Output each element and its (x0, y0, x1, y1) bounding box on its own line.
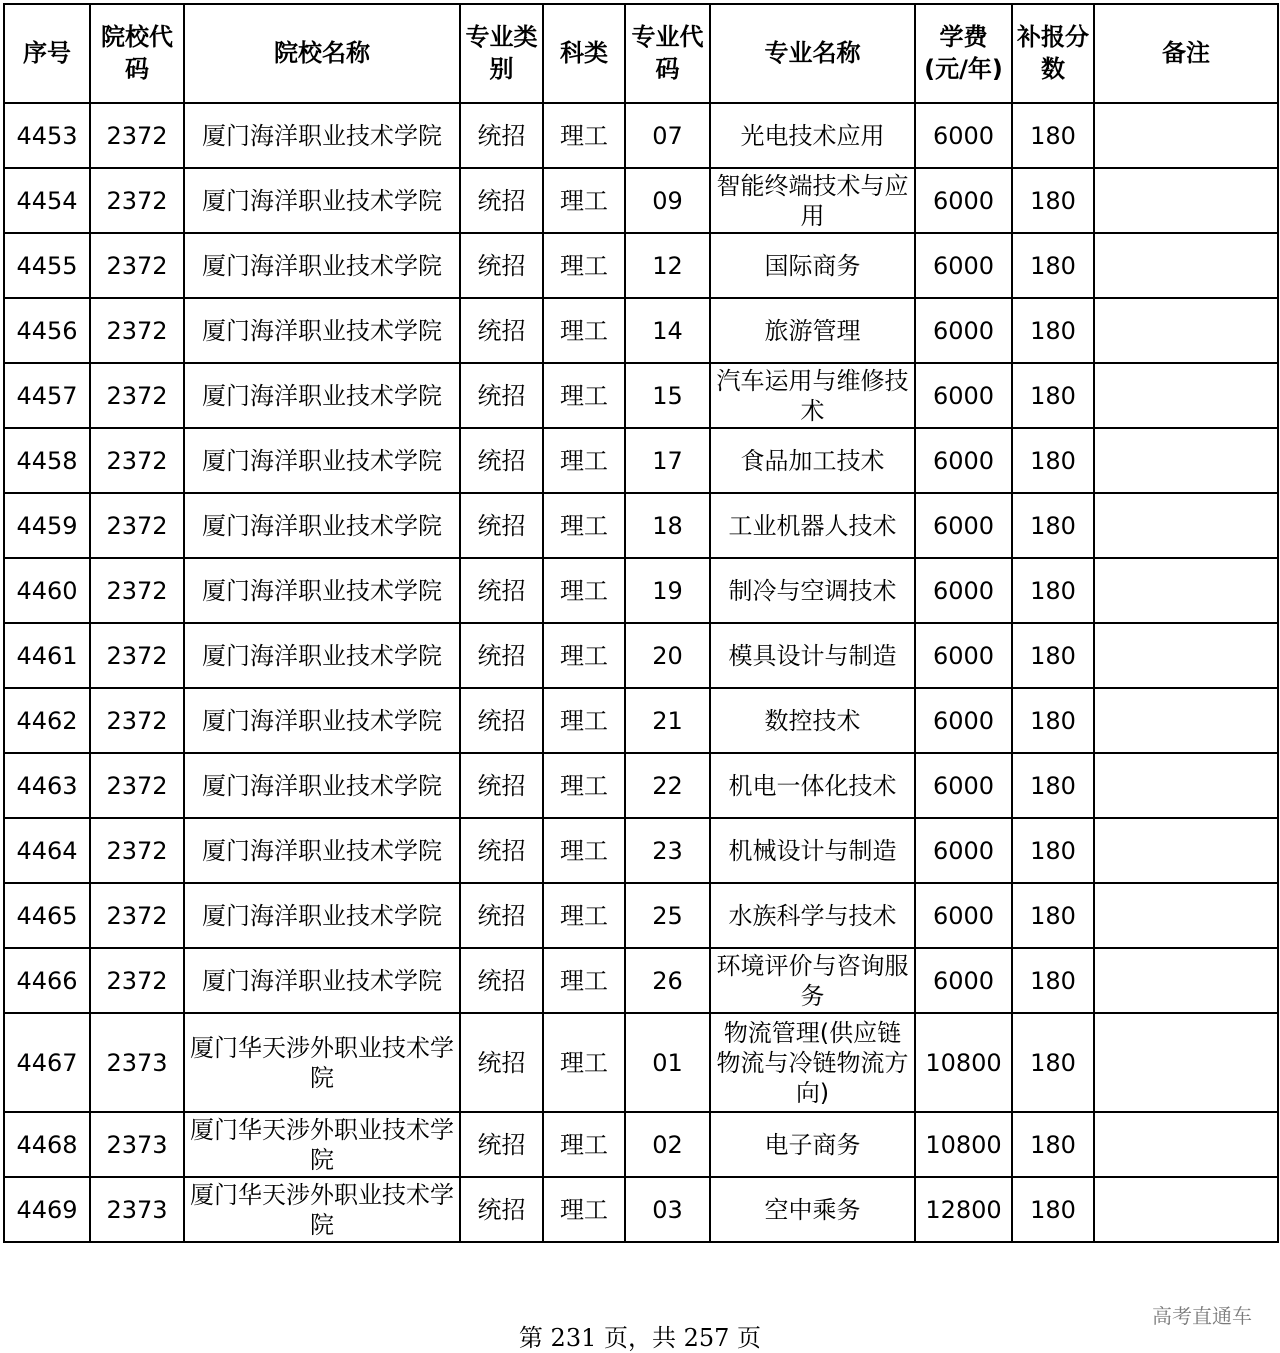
cell-subject: 理工 (543, 428, 625, 493)
cell-category: 统招 (460, 948, 543, 1013)
cell-major-code: 02 (625, 1112, 710, 1177)
table-row (4, 1013, 1278, 1112)
cell-major-name: 物流管理(供应链物流与冷链物流方向) (710, 1013, 915, 1112)
cell-school-name: 厦门海洋职业技术学院 (184, 168, 460, 233)
cell-remark (1094, 1177, 1278, 1242)
cell-tuition: 6000 (915, 168, 1012, 233)
cell-major-name: 汽车运用与维修技术 (710, 363, 915, 428)
cell-tuition: 6000 (915, 818, 1012, 883)
cell-school-code: 2372 (90, 818, 184, 883)
cell-major-name: 制冷与空调技术 (710, 558, 915, 623)
cell-category: 统招 (460, 558, 543, 623)
cell-seq: 4453 (4, 103, 90, 168)
cell-major-code: 18 (625, 493, 710, 558)
cell-category: 统招 (460, 363, 543, 428)
cell-school-name: 厦门海洋职业技术学院 (184, 428, 460, 493)
header-category: 专业类别 (460, 4, 543, 103)
table-row (4, 298, 1278, 363)
cell-remark (1094, 428, 1278, 493)
cell-score: 180 (1012, 233, 1094, 298)
table-row (4, 623, 1278, 688)
cell-category: 统招 (460, 428, 543, 493)
watermark: 高考直通车 (1152, 1304, 1252, 1328)
cell-seq: 4464 (4, 818, 90, 883)
cell-school-code: 2373 (90, 1013, 184, 1112)
cell-school-name: 厦门华天涉外职业技术学院 (184, 1177, 460, 1242)
cell-school-name: 厦门海洋职业技术学院 (184, 623, 460, 688)
cell-category: 统招 (460, 623, 543, 688)
cell-major-code: 01 (625, 1013, 710, 1112)
cell-remark (1094, 298, 1278, 363)
cell-school-code: 2372 (90, 753, 184, 818)
cell-category: 统招 (460, 818, 543, 883)
cell-seq: 4469 (4, 1177, 90, 1242)
header-tuition: 学费(元/年) (915, 4, 1012, 103)
cell-subject: 理工 (543, 1013, 625, 1112)
cell-remark (1094, 103, 1278, 168)
cell-major-code: 15 (625, 363, 710, 428)
cell-score: 180 (1012, 298, 1094, 363)
cell-seq: 4459 (4, 493, 90, 558)
cell-subject: 理工 (543, 753, 625, 818)
cell-subject: 理工 (543, 1177, 625, 1242)
table-row (4, 233, 1278, 298)
cell-major-name: 水族科学与技术 (710, 883, 915, 948)
cell-major-code: 14 (625, 298, 710, 363)
cell-school-name: 厦门海洋职业技术学院 (184, 298, 460, 363)
cell-subject: 理工 (543, 233, 625, 298)
header-major-code: 专业代码 (625, 4, 710, 103)
cell-seq: 4456 (4, 298, 90, 363)
cell-remark (1094, 753, 1278, 818)
header-subject: 科类 (543, 4, 625, 103)
cell-major-name: 数控技术 (710, 688, 915, 753)
cell-major-name: 机电一体化技术 (710, 753, 915, 818)
cell-school-name: 厦门海洋职业技术学院 (184, 818, 460, 883)
cell-major-code: 03 (625, 1177, 710, 1242)
cell-tuition: 6000 (915, 883, 1012, 948)
cell-seq: 4458 (4, 428, 90, 493)
table-row (4, 363, 1278, 428)
cell-major-name: 旅游管理 (710, 298, 915, 363)
cell-school-code: 2373 (90, 1177, 184, 1242)
cell-major-code: 20 (625, 623, 710, 688)
cell-remark (1094, 168, 1278, 233)
cell-major-name: 环境评价与咨询服务 (710, 948, 915, 1013)
cell-remark (1094, 818, 1278, 883)
cell-tuition: 6000 (915, 103, 1012, 168)
cell-subject: 理工 (543, 623, 625, 688)
cell-remark (1094, 948, 1278, 1013)
table-row (4, 1112, 1278, 1177)
table-header-row (4, 4, 1278, 103)
cell-remark (1094, 493, 1278, 558)
cell-category: 统招 (460, 103, 543, 168)
cell-subject: 理工 (543, 168, 625, 233)
cell-category: 统招 (460, 1013, 543, 1112)
cell-category: 统招 (460, 753, 543, 818)
cell-remark (1094, 883, 1278, 948)
cell-school-name: 厦门华天涉外职业技术学院 (184, 1013, 460, 1112)
cell-remark (1094, 688, 1278, 753)
header-remark: 备注 (1094, 4, 1278, 103)
cell-major-code: 22 (625, 753, 710, 818)
cell-major-code: 09 (625, 168, 710, 233)
cell-score: 180 (1012, 818, 1094, 883)
table-row (4, 948, 1278, 1013)
cell-seq: 4455 (4, 233, 90, 298)
cell-school-name: 厦门海洋职业技术学院 (184, 558, 460, 623)
cell-score: 180 (1012, 558, 1094, 623)
cell-score: 180 (1012, 1177, 1094, 1242)
cell-score: 180 (1012, 948, 1094, 1013)
cell-category: 统招 (460, 1177, 543, 1242)
cell-seq: 4465 (4, 883, 90, 948)
cell-school-code: 2372 (90, 948, 184, 1013)
cell-subject: 理工 (543, 818, 625, 883)
table-row (4, 883, 1278, 948)
cell-tuition: 6000 (915, 233, 1012, 298)
cell-score: 180 (1012, 493, 1094, 558)
cell-score: 180 (1012, 688, 1094, 753)
table-row (4, 168, 1278, 233)
cell-major-code: 17 (625, 428, 710, 493)
cell-subject: 理工 (543, 883, 625, 948)
cell-score: 180 (1012, 1013, 1094, 1112)
cell-major-name: 空中乘务 (710, 1177, 915, 1242)
cell-seq: 4457 (4, 363, 90, 428)
table-body (4, 103, 1278, 1242)
cell-tuition: 6000 (915, 493, 1012, 558)
cell-school-code: 2372 (90, 883, 184, 948)
header-school-code: 院校代码 (90, 4, 184, 103)
cell-major-name: 电子商务 (710, 1112, 915, 1177)
cell-school-code: 2373 (90, 1112, 184, 1177)
cell-score: 180 (1012, 1112, 1094, 1177)
cell-school-name: 厦门海洋职业技术学院 (184, 363, 460, 428)
cell-category: 统招 (460, 1112, 543, 1177)
cell-school-code: 2372 (90, 558, 184, 623)
cell-school-name: 厦门海洋职业技术学院 (184, 688, 460, 753)
cell-remark (1094, 1112, 1278, 1177)
cell-school-code: 2372 (90, 428, 184, 493)
cell-subject: 理工 (543, 493, 625, 558)
cell-major-name: 国际商务 (710, 233, 915, 298)
cell-school-code: 2372 (90, 363, 184, 428)
cell-tuition: 12800 (915, 1177, 1012, 1242)
cell-score: 180 (1012, 623, 1094, 688)
cell-major-name: 工业机器人技术 (710, 493, 915, 558)
cell-major-code: 23 (625, 818, 710, 883)
cell-subject: 理工 (543, 363, 625, 428)
cell-major-code: 26 (625, 948, 710, 1013)
cell-tuition: 6000 (915, 623, 1012, 688)
cell-subject: 理工 (543, 558, 625, 623)
cell-score: 180 (1012, 363, 1094, 428)
cell-score: 180 (1012, 103, 1094, 168)
table-row (4, 103, 1278, 168)
cell-category: 统招 (460, 233, 543, 298)
table-row (4, 493, 1278, 558)
cell-tuition: 6000 (915, 558, 1012, 623)
cell-seq: 4463 (4, 753, 90, 818)
table-row (4, 688, 1278, 753)
cell-seq: 4467 (4, 1013, 90, 1112)
cell-seq: 4466 (4, 948, 90, 1013)
header-school-name: 院校名称 (184, 4, 460, 103)
cell-category: 统招 (460, 168, 543, 233)
cell-seq: 4468 (4, 1112, 90, 1177)
table-row (4, 818, 1278, 883)
cell-remark (1094, 1013, 1278, 1112)
cell-remark (1094, 363, 1278, 428)
cell-major-code: 07 (625, 103, 710, 168)
cell-seq: 4462 (4, 688, 90, 753)
cell-major-name: 机械设计与制造 (710, 818, 915, 883)
cell-tuition: 6000 (915, 428, 1012, 493)
cell-tuition: 6000 (915, 298, 1012, 363)
cell-subject: 理工 (543, 298, 625, 363)
cell-category: 统招 (460, 688, 543, 753)
cell-category: 统招 (460, 883, 543, 948)
cell-major-name: 食品加工技术 (710, 428, 915, 493)
table-row (4, 558, 1278, 623)
cell-major-name: 光电技术应用 (710, 103, 915, 168)
cell-tuition: 6000 (915, 688, 1012, 753)
header-major-name: 专业名称 (710, 4, 915, 103)
cell-remark (1094, 558, 1278, 623)
header-score: 补报分数 (1012, 4, 1094, 103)
cell-subject: 理工 (543, 948, 625, 1013)
cell-seq: 4461 (4, 623, 90, 688)
cell-school-code: 2372 (90, 233, 184, 298)
cell-score: 180 (1012, 168, 1094, 233)
cell-school-name: 厦门海洋职业技术学院 (184, 948, 460, 1013)
cell-school-name: 厦门华天涉外职业技术学院 (184, 1112, 460, 1177)
cell-school-code: 2372 (90, 623, 184, 688)
cell-major-name: 智能终端技术与应用 (710, 168, 915, 233)
cell-tuition: 10800 (915, 1013, 1012, 1112)
cell-tuition: 6000 (915, 363, 1012, 428)
cell-school-name: 厦门海洋职业技术学院 (184, 883, 460, 948)
cell-school-name: 厦门海洋职业技术学院 (184, 753, 460, 818)
table-row (4, 428, 1278, 493)
cell-school-name: 厦门海洋职业技术学院 (184, 493, 460, 558)
cell-major-code: 25 (625, 883, 710, 948)
cell-school-name: 厦门海洋职业技术学院 (184, 233, 460, 298)
cell-score: 180 (1012, 428, 1094, 493)
cell-tuition: 10800 (915, 1112, 1012, 1177)
cell-score: 180 (1012, 883, 1094, 948)
cell-seq: 4454 (4, 168, 90, 233)
cell-school-code: 2372 (90, 168, 184, 233)
cell-tuition: 6000 (915, 753, 1012, 818)
table-row (4, 1177, 1278, 1242)
cell-subject: 理工 (543, 1112, 625, 1177)
cell-major-code: 19 (625, 558, 710, 623)
cell-school-code: 2372 (90, 493, 184, 558)
cell-seq: 4460 (4, 558, 90, 623)
cell-score: 180 (1012, 753, 1094, 818)
page-footer: 第 231 页，共 257 页 (518, 1324, 762, 1352)
header-seq: 序号 (4, 4, 90, 103)
cell-major-code: 21 (625, 688, 710, 753)
cell-major-code: 12 (625, 233, 710, 298)
cell-subject: 理工 (543, 103, 625, 168)
cell-school-name: 厦门海洋职业技术学院 (184, 103, 460, 168)
cell-school-code: 2372 (90, 298, 184, 363)
cell-category: 统招 (460, 298, 543, 363)
cell-tuition: 6000 (915, 948, 1012, 1013)
table-row (4, 753, 1278, 818)
cell-school-code: 2372 (90, 688, 184, 753)
cell-remark (1094, 233, 1278, 298)
cell-major-name: 模具设计与制造 (710, 623, 915, 688)
cell-remark (1094, 623, 1278, 688)
admission-table (3, 3, 1279, 1243)
cell-school-code: 2372 (90, 103, 184, 168)
cell-subject: 理工 (543, 688, 625, 753)
cell-category: 统招 (460, 493, 543, 558)
